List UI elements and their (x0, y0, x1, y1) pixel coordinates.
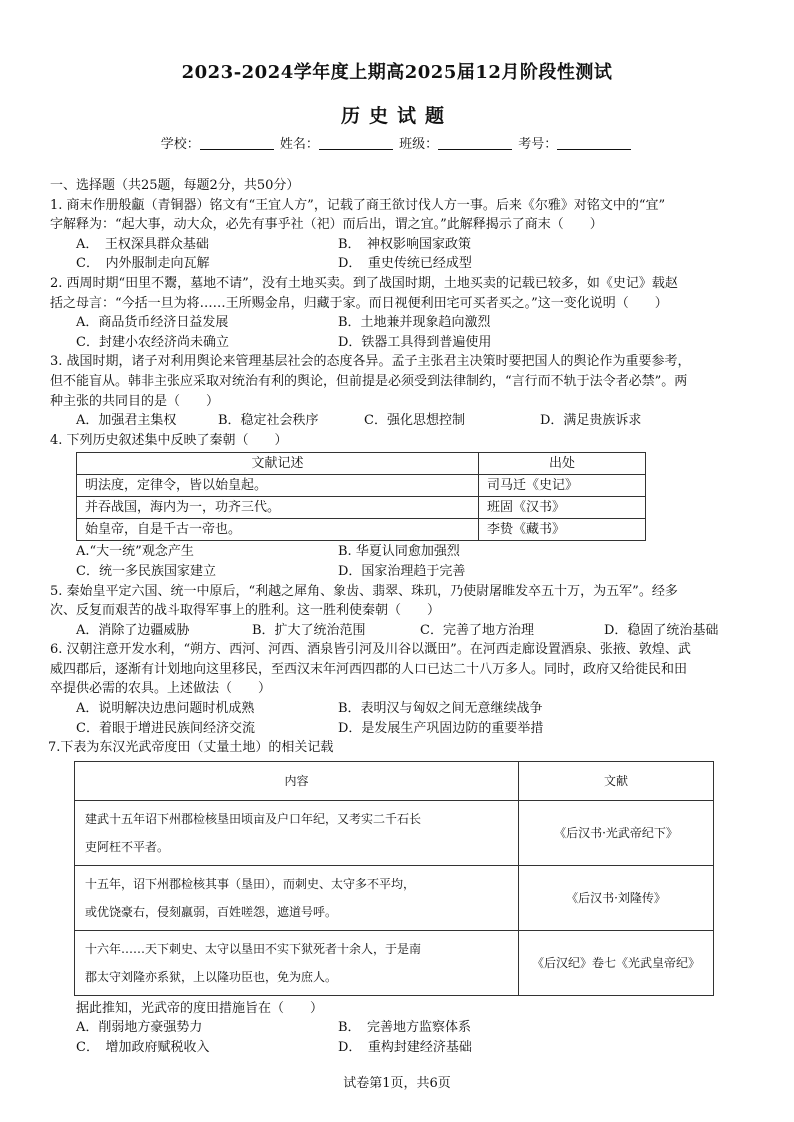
q4-options (50, 542, 750, 581)
q1-options (50, 235, 750, 274)
q4-option-d: D．国家治理趋于完善 (338, 563, 466, 579)
q3-option-a: A．加强君主集权 (76, 413, 177, 429)
q6-stem-line: 6. 汉朝注意开发水利，“朔方、西河、河西、酒泉皆引河及川谷以溉田”。在河西走廊设置酒泉、张掖、敦煌、武 (50, 642, 691, 658)
table-header-cell: 出处 (479, 453, 646, 475)
exam-number-label: 考号： (518, 137, 558, 152)
table-cell: 明法度，定律令，皆以始皇起。 (77, 475, 479, 497)
q4-option-a: A.“大一统”观念产生 (76, 544, 194, 560)
q6-option-c: C．着眼于增进民族间经济交流 (76, 720, 255, 736)
table-cell: 《后汉纪》卷七《光武皇帝纪》 (519, 930, 714, 995)
q6-stem-line: 威四郡后，逐渐有计划地向这里移民，至西汉末年河西四郡的人口已达二十八万多人。同时，政府又给徙民和田 (50, 661, 688, 677)
q7-option-d: D． 重构封建经济基础 (338, 1040, 472, 1056)
q5-options (50, 621, 750, 641)
q1-option-c: C． 内外服制走向瓦解 (76, 256, 210, 272)
table-cell: 《后汉书·光武帝纪下》 (519, 800, 714, 865)
q4-table (76, 452, 646, 541)
table-cell: 《后汉书·刘隆传》 (519, 865, 714, 930)
q1-option-b: B． 神权影响国家政策 (338, 236, 472, 252)
q1-stem-line: 字解释为：“起大事，动大众，必先有事乎社（祀）而后出，谓之宜。”此解释揭示了商末（ ） (50, 217, 603, 233)
table-row (75, 930, 714, 995)
table-cell: 司马迁《史记》 (479, 475, 646, 497)
table-cell: 始皇帝，自是千古一帝也。 (77, 519, 479, 541)
q2-stem-line: 2. 西周时期“田里不鬻，墓地不请”，没有土地买卖。到了战国时期，土地买卖的记载已较多，如《史记》载赵 (50, 275, 678, 291)
q7-stem: 7.下表为东汉光武帝度田（丈量土地）的相关记载 (48, 740, 334, 756)
table-header-row (75, 761, 714, 800)
table-row (77, 519, 646, 541)
table-header-row (77, 453, 646, 475)
school-label: 学校： (160, 137, 200, 152)
q4-option-c: C．统一多民族国家建立 (76, 563, 216, 579)
name-blank (319, 136, 393, 150)
page-footer: 试卷第1页，共6页 (343, 1076, 451, 1091)
table-row (75, 865, 714, 930)
table-cell: 并吞战国，海内为一，功齐三代。 (77, 497, 479, 519)
q5-option-c: C．完善了地方治理 (420, 622, 534, 638)
q5-stem-line: 次、反复而艰苦的战斗取得军事上的胜利。这一胜利使秦朝（ ） (50, 603, 441, 619)
q6-options (50, 699, 750, 738)
table-cell-line: 十五年，诏下州郡检核其事（垦田），而刺史、太守多不平均， (85, 876, 416, 891)
q7-option-a: A．削弱地方豪强势力 (76, 1020, 203, 1036)
exam-number-blank (557, 136, 631, 150)
table-cell: 班固《汉书》 (479, 497, 646, 519)
q7-option-b: B． 完善地方监察体系 (338, 1020, 472, 1036)
q3-option-d: D．满足贵族诉求 (540, 413, 642, 429)
table-cell-line: 郡太守刘隆亦系狱，上以隆功臣也，免为庶人。 (85, 969, 338, 984)
q5-option-b: B．扩大了统治范围 (252, 622, 366, 638)
q3-stem-line: 但不能盲从。韩非主张应采取对统治有利的舆论，但前提是必须受到法律制约，“言行而不轨于法令者必禁”。两 (50, 373, 688, 389)
q2-option-d: D．铁器工具得到普遍使用 (338, 334, 492, 350)
q5-option-a: A．消除了边疆威胁 (76, 622, 190, 638)
subject-title: 历史试题 (340, 105, 453, 127)
class-blank (438, 136, 512, 150)
q6-option-d: D．是发展生产巩固边防的重要举措 (338, 720, 544, 736)
class-label: 班级： (399, 137, 439, 152)
table-cell (75, 865, 519, 930)
q1-stem-line: 1. 商末作册般甗（青铜器）铭文有“王宜人方”，记载了商王欲讨伐人方一事。后来《尔雅》对铭文中的“宜” (50, 197, 666, 213)
q2-option-b: B．土地兼并现象趋向激烈 (338, 315, 491, 331)
q2-stem-line: 括之母言：“今括一旦为将……王所赐金帛，归藏于家。而日视便利田宅可买者买之。”这一变化说明（ ） (50, 295, 668, 311)
q2-option-c: C．封建小农经济尚未确立 (76, 334, 229, 350)
table-cell-line: 吏阿枉不平者。 (85, 839, 170, 854)
q5-stem-line: 5. 秦始皇平定六国、统一中原后，“利越之犀角、象齿、翡翠、珠玑，乃使尉屠睢发卒五十万，为五军”。经多 (50, 583, 678, 599)
q6-stem-line: 卒提供必需的农具。上述做法（ ） (50, 681, 272, 697)
q6-option-b: B．表明汉与匈奴之间无意继续战争 (338, 701, 543, 717)
question-content (50, 176, 750, 1058)
table-header-cell: 文献 (519, 761, 714, 800)
student-info-line (0, 133, 794, 152)
q4-option-b: B. 华夏认同愈加强烈 (338, 544, 460, 560)
table-cell (75, 930, 519, 995)
table-header-cell: 文献记述 (77, 453, 479, 475)
q1-option-d: D． 重史传统已经成型 (338, 256, 472, 272)
table-row (77, 475, 646, 497)
q3-option-c: C．强化思想控制 (364, 413, 465, 429)
q1-option-a: A． 王权深具群众基础 (76, 236, 209, 252)
table-cell: 李贽《藏书》 (479, 519, 646, 541)
q2-options (50, 313, 750, 352)
q7-table (74, 761, 714, 996)
exam-title: 2023-2024学年度上期高2025届12月阶段性测试 (181, 62, 613, 83)
table-row (77, 497, 646, 519)
table-cell-line: 十六年……天下刺史、太守以垦田不实下狱死者十余人，于是南 (85, 941, 422, 956)
table-cell-line: 建武十五年诏下州郡检核垦田顷亩及户口年纪，又考实二千石长 (85, 811, 422, 826)
q4-stem: 4. 下列历史叙述集中反映了秦朝（ ） (50, 432, 288, 448)
q3-option-b: B．稳定社会秩序 (218, 413, 319, 429)
q5-option-d: D．稳固了统治基础 (604, 622, 719, 638)
table-cell-line: 或优饶豪右，侵刻羸弱，百姓嗟怨，遮道号呼。 (85, 904, 338, 919)
q3-options (50, 411, 750, 431)
q3-stem-line: 种主张的共同目的是（ ） (50, 393, 220, 409)
table-cell (75, 800, 519, 865)
school-blank (200, 136, 274, 150)
q3-stem-line: 3. 战国时期，诸子对利用舆论来管理基层社会的态度各异。孟子主张君主决策时要把国人的舆论作为重要参考， (50, 354, 691, 370)
name-label: 姓名： (279, 137, 319, 152)
q7-option-c: C． 增加政府赋税收入 (76, 1040, 210, 1056)
section-heading: 一、选择题（共25题，每题2分，共50分） (50, 178, 300, 193)
q7-options (50, 1018, 750, 1057)
q7-question: 据此推知，光武帝的度田措施旨在（ ） (76, 1000, 324, 1016)
q2-option-a: A．商品货币经济日益发展 (76, 315, 229, 331)
table-row (75, 800, 714, 865)
table-header-cell: 内容 (75, 761, 519, 800)
q6-option-a: A．说明解决边患问题时机成熟 (76, 701, 255, 717)
